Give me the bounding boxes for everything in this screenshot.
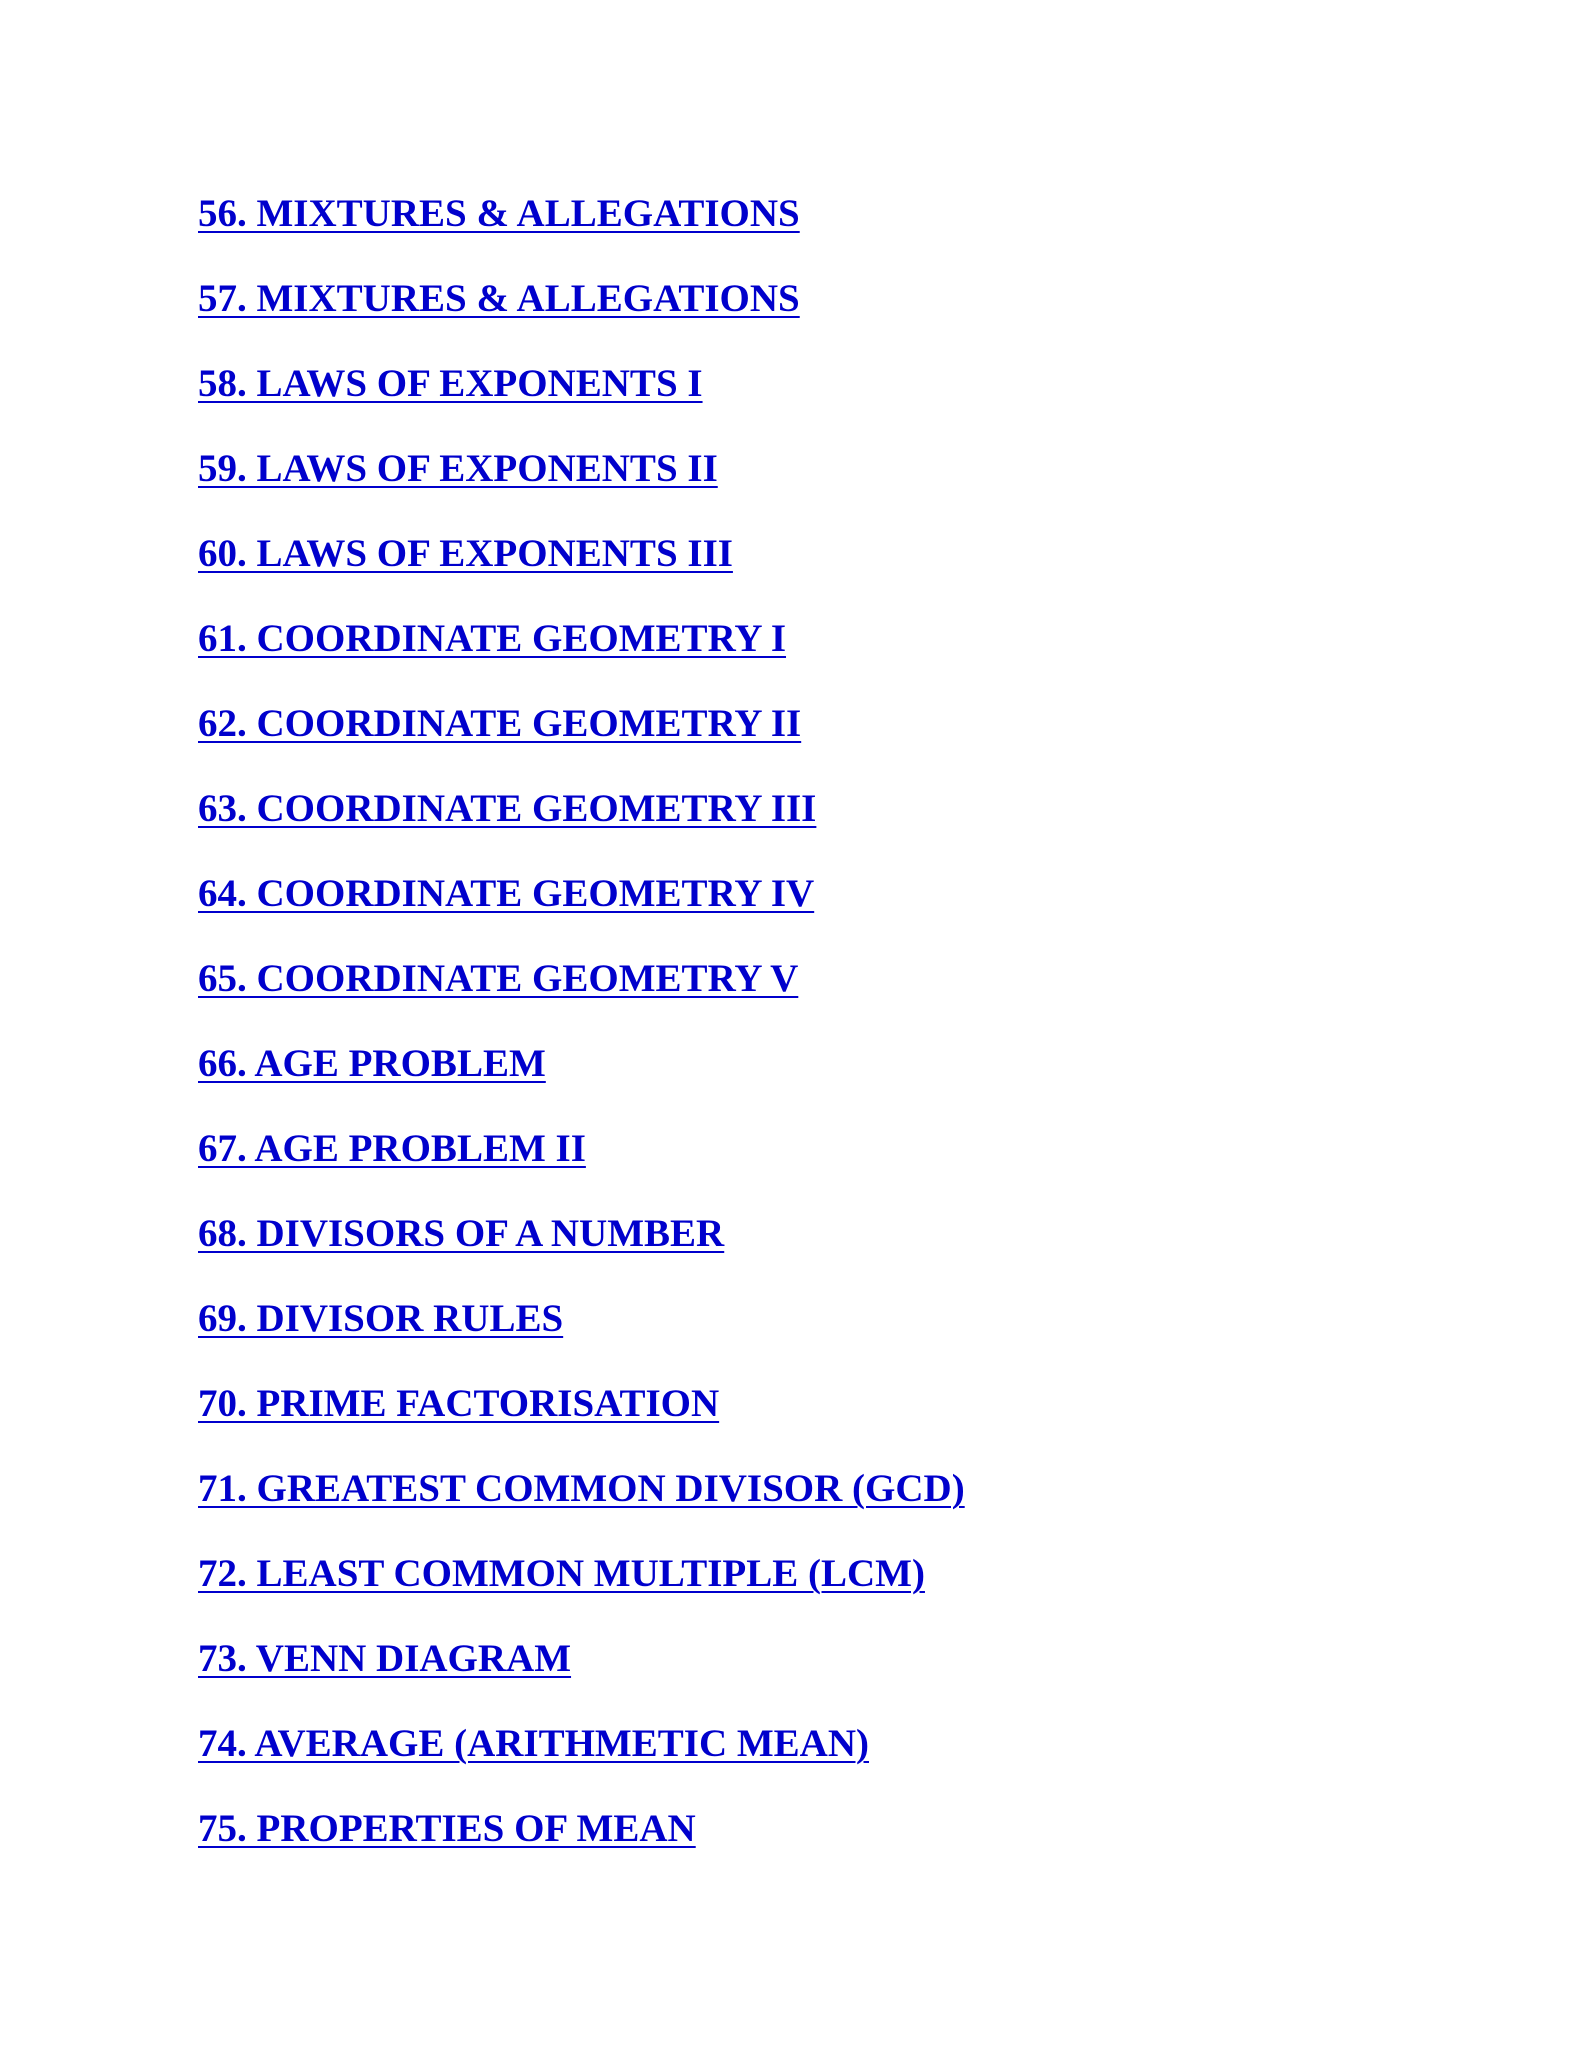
toc-link-59-laws-of-exponents-ii[interactable]: 59. LAWS OF EXPONENTS II [198, 447, 718, 490]
toc-link-62-coordinate-geometry-ii[interactable]: 62. COORDINATE GEOMETRY II [198, 702, 802, 745]
toc-link-58-laws-of-exponents-i[interactable]: 58. LAWS OF EXPONENTS I [198, 362, 703, 405]
toc-item [198, 1036, 965, 1121]
toc-link-72-least-common-multiple[interactable]: 72. LEAST COMMON MULTIPLE (LCM) [198, 1552, 925, 1595]
toc-item [198, 611, 965, 696]
toc-link-56-mixtures-allegations[interactable]: 56. MIXTURES & ALLEGATIONS [198, 192, 800, 235]
toc-link-63-coordinate-geometry-iii[interactable]: 63. COORDINATE GEOMETRY III [198, 787, 817, 830]
toc-link-68-divisors-of-a-number[interactable]: 68. DIVISORS OF A NUMBER [198, 1212, 725, 1255]
toc-item [198, 1461, 965, 1546]
toc-link-61-coordinate-geometry-i[interactable]: 61. COORDINATE GEOMETRY I [198, 617, 787, 660]
toc-item [198, 1376, 965, 1461]
toc-link-64-coordinate-geometry-iv[interactable]: 64. COORDINATE GEOMETRY IV [198, 872, 815, 915]
toc-link-71-greatest-common-divisor[interactable]: 71. GREATEST COMMON DIVISOR (GCD) [198, 1467, 965, 1510]
toc-link-75-properties-of-mean[interactable]: 75. PROPERTIES OF MEAN [198, 1807, 696, 1850]
toc-item [198, 696, 965, 781]
toc-item [198, 866, 965, 951]
toc-item [198, 271, 965, 356]
toc-item [198, 1546, 965, 1631]
toc-item [198, 1206, 965, 1291]
table-of-contents [198, 186, 965, 1886]
toc-link-69-divisor-rules[interactable]: 69. DIVISOR RULES [198, 1297, 564, 1340]
toc-item [198, 441, 965, 526]
toc-item [198, 1716, 965, 1801]
toc-link-66-age-problem[interactable]: 66. AGE PROBLEM [198, 1042, 546, 1085]
toc-item [198, 186, 965, 271]
toc-link-70-prime-factorisation[interactable]: 70. PRIME FACTORISATION [198, 1382, 720, 1425]
toc-link-60-laws-of-exponents-iii[interactable]: 60. LAWS OF EXPONENTS III [198, 532, 733, 575]
toc-link-67-age-problem-ii[interactable]: 67. AGE PROBLEM II [198, 1127, 586, 1170]
toc-link-65-coordinate-geometry-v[interactable]: 65. COORDINATE GEOMETRY V [198, 957, 799, 1000]
toc-item [198, 1801, 965, 1886]
toc-item [198, 1121, 965, 1206]
toc-item [198, 356, 965, 441]
toc-link-73-venn-diagram[interactable]: 73. VENN DIAGRAM [198, 1637, 572, 1680]
toc-link-74-average-arithmetic-mean[interactable]: 74. AVERAGE (ARITHMETIC MEAN) [198, 1722, 869, 1765]
toc-item [198, 781, 965, 866]
toc-item [198, 1291, 965, 1376]
toc-item [198, 951, 965, 1036]
toc-item [198, 1631, 965, 1716]
toc-link-57-mixtures-allegations[interactable]: 57. MIXTURES & ALLEGATIONS [198, 277, 800, 320]
toc-item [198, 526, 965, 611]
